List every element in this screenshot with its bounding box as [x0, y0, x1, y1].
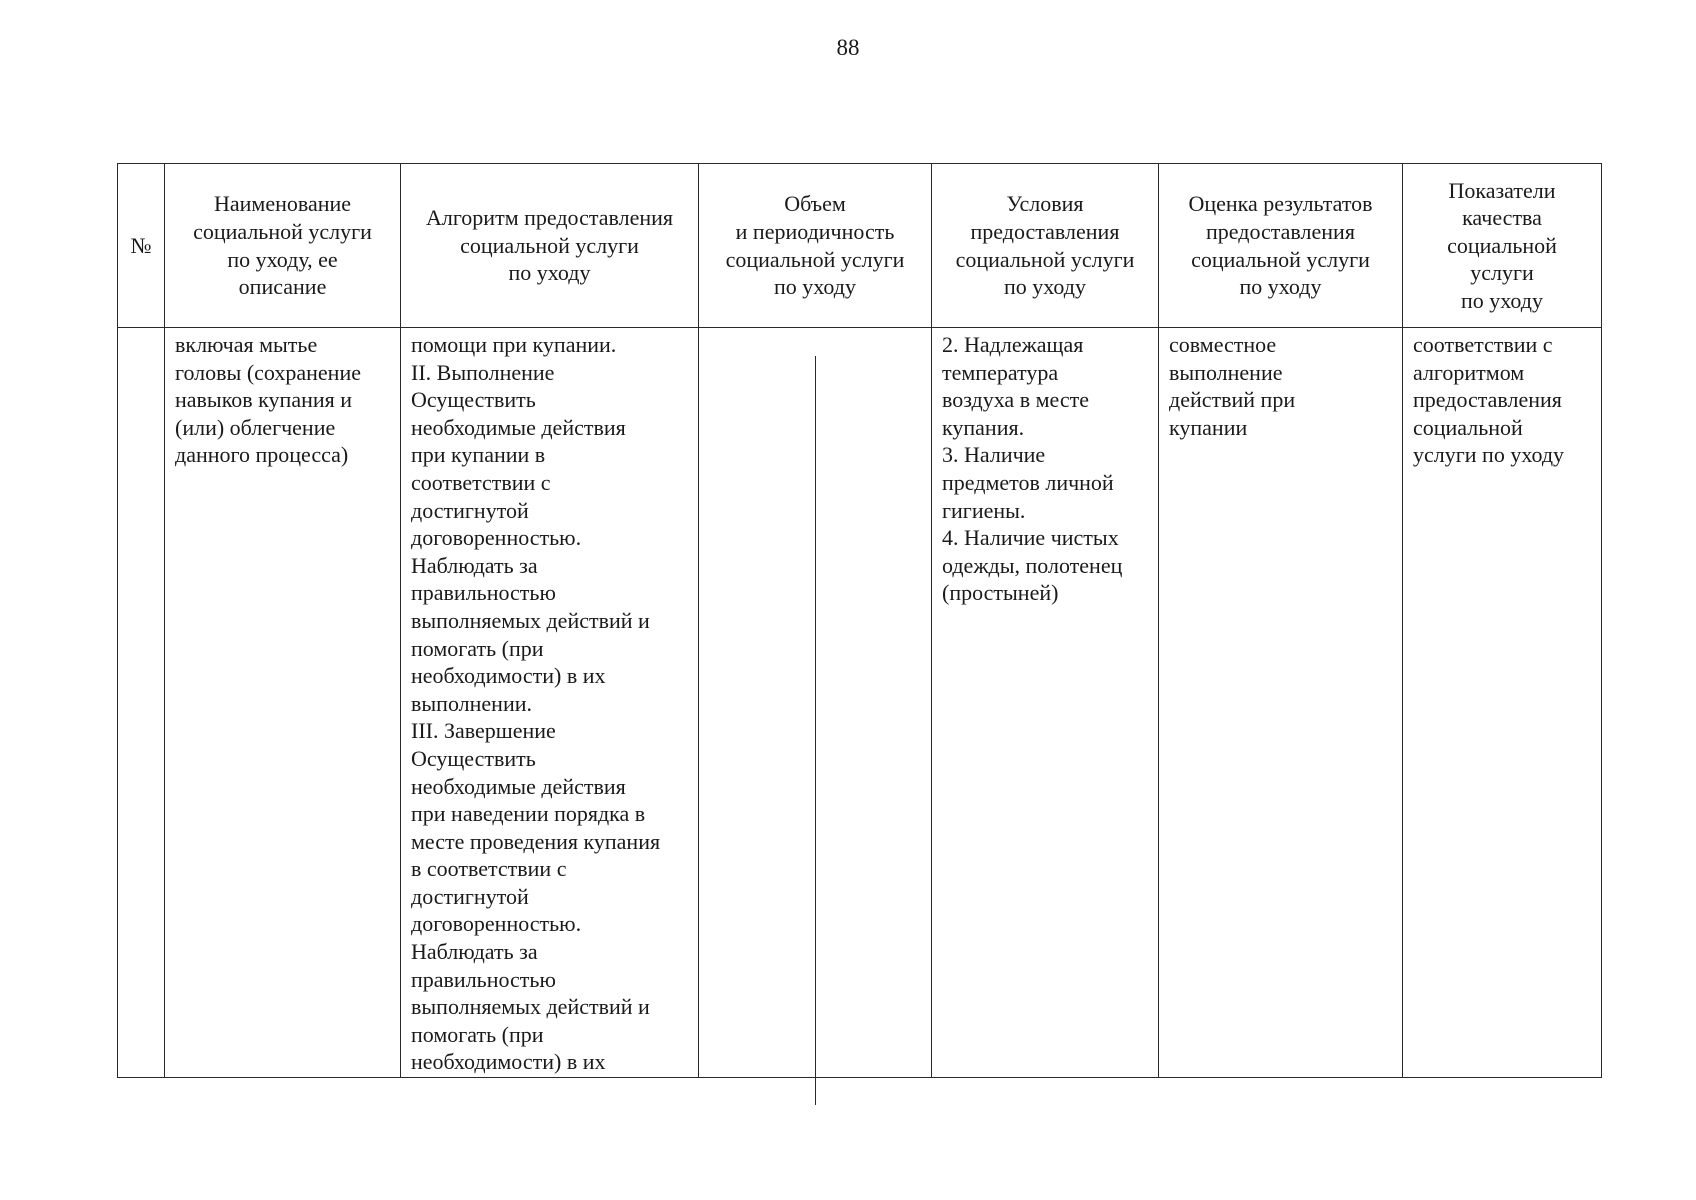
- header-conditions: Условия предоставления социальной услуги по уходу: [932, 164, 1159, 328]
- header-quality-indicators: Показатели качества социальной услуги по уходу: [1403, 164, 1602, 328]
- table-row: [118, 328, 1602, 1078]
- header-algorithm: Алгоритм предоставления социальной услуги по уходу: [401, 164, 699, 328]
- volume-subcolumn-left: [699, 356, 815, 1105]
- services-table: [117, 163, 1602, 1078]
- volume-subcolumns: [699, 356, 931, 1105]
- cell-conditions: 2. Надлежащая температура воздуха в месте купания. 3. Наличие предметов личной гигиены. 4. Наличие чистых одежды, полотенец (простыней): [932, 328, 1159, 1078]
- header-evaluation: Оценка результатов предоставления социальной услуги по уходу: [1159, 164, 1403, 328]
- page-number: 88: [836, 35, 860, 60]
- cell-number: [118, 328, 165, 1078]
- cell-algorithm: помощи при купании. II. Выполнение Осуществить необходимые действия при купании в соответствии с достигнутой договоренностью. Наблюдать за правильностью выполняемых действий и помогать (при необходимости) в их выполнении. III. Завершение Осуществить необходимые действия при наведении порядка в месте проведения купания в соответствии с достигнутой договоренностью. Наблюдать за правильностью выполняемых действий и помогать (при необходимости) в их: [401, 328, 699, 1078]
- header-service-name: Наименование социальной услуги по уходу, ее описание: [165, 164, 401, 328]
- cell-evaluation: совместное выполнение действий при купании: [1159, 328, 1403, 1078]
- table-header-row: [118, 164, 1602, 328]
- cell-volume-periodicity: [699, 328, 932, 1078]
- cell-quality-indicators: соответствии с алгоритмом предоставления социальной услуги по уходу: [1403, 328, 1602, 1078]
- header-number: №: [118, 164, 165, 328]
- volume-subcolumn-right: [815, 356, 932, 1105]
- header-volume-periodicity: Объем и периодичность социальной услуги по уходу: [699, 164, 932, 328]
- cell-service-name: включая мытье головы (сохранение навыков купания и (или) облегчение данного процесса): [165, 328, 401, 1078]
